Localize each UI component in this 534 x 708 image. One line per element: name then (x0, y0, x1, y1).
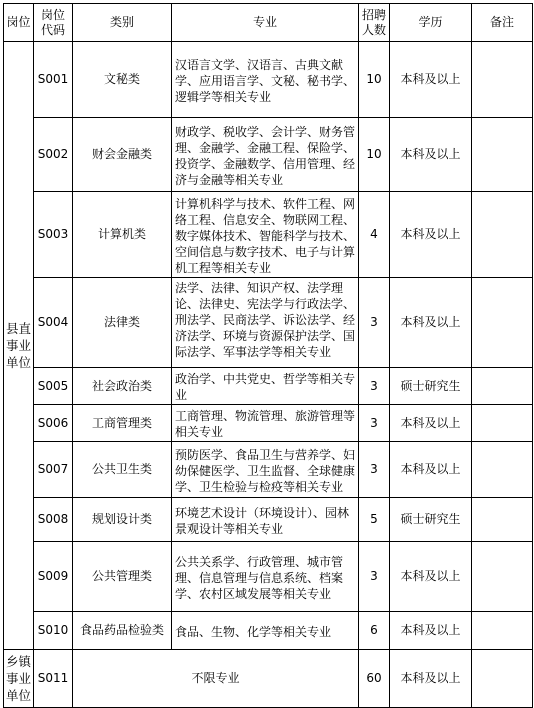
table-row (4, 542, 533, 612)
cell-note (472, 278, 533, 368)
cell-edu: 本科及以上 (390, 278, 472, 368)
cell-count: 6 (359, 612, 390, 650)
table-row (4, 612, 533, 650)
cell-count: 4 (359, 192, 390, 278)
cell-code: S011 (34, 650, 73, 708)
cell-major: 财政学、税收学、会计学、财务管理、金融学、金融工程、保险学、投资学、金融数学、信用管理、经济与金融等相关专业 (172, 118, 359, 192)
cell-note (472, 405, 533, 442)
cell-edu: 硕士研究生 (390, 368, 472, 405)
cell-major: 法学、法律、知识产权、法学理论、法律史、宪法学与行政法学、刑法学、民商法学、诉讼法学、经济法学、环境与资源保护法学、国际法学、军事法学等相关专业 (172, 278, 359, 368)
header-row (4, 4, 533, 42)
cell-major: 不限专业 (73, 650, 359, 708)
cell-major: 食品、生物、化学等相关专业 (172, 612, 359, 650)
cell-category: 社会政治类 (73, 368, 172, 405)
cell-count: 3 (359, 278, 390, 368)
cell-major: 环境艺术设计（环境设计）、园林景观设计等相关专业 (172, 498, 359, 542)
table-row (4, 118, 533, 192)
cell-edu: 本科及以上 (390, 192, 472, 278)
cell-category: 文秘类 (73, 42, 172, 118)
cell-edu: 本科及以上 (390, 405, 472, 442)
cell-count: 60 (359, 650, 390, 708)
cell-category: 公共卫生类 (73, 442, 172, 498)
cell-code: S008 (34, 498, 73, 542)
cell-code: S007 (34, 442, 73, 498)
cell-edu: 硕士研究生 (390, 498, 472, 542)
cell-code: S010 (34, 612, 73, 650)
header-note: 备注 (472, 4, 533, 42)
table-row (4, 278, 533, 368)
header-unit: 岗位 (4, 4, 34, 42)
cell-code: S005 (34, 368, 73, 405)
cell-category: 食品药品检验类 (73, 612, 172, 650)
cell-note (472, 42, 533, 118)
cell-note (472, 498, 533, 542)
cell-category: 公共管理类 (73, 542, 172, 612)
cell-major: 计算机科学与技术、软件工程、网络工程、信息安全、物联网工程、数字媒体技术、智能科学与技术、空间信息与数字技术、电子与计算机工程等相关专业 (172, 192, 359, 278)
cell-count: 10 (359, 118, 390, 192)
cell-count: 10 (359, 42, 390, 118)
header-count: 招聘 人数 (359, 4, 390, 42)
table-row (4, 498, 533, 542)
cell-major: 公共关系学、行政管理、城市管理、信息管理与信息系统、档案学、农村区域发展等相关专业 (172, 542, 359, 612)
cell-count: 3 (359, 368, 390, 405)
cell-edu: 本科及以上 (390, 118, 472, 192)
cell-major: 汉语言文学、汉语言、古典文献学、应用语言学、文秘、秘书学、逻辑学等相关专业 (172, 42, 359, 118)
cell-code: S003 (34, 192, 73, 278)
cell-major: 预防医学、食品卫生与营养学、妇幼保健医学、卫生监督、全球健康学、卫生检验与检疫等相关专业 (172, 442, 359, 498)
cell-code: S009 (34, 542, 73, 612)
cell-count: 3 (359, 542, 390, 612)
table-row (4, 368, 533, 405)
cell-count: 3 (359, 405, 390, 442)
cell-code: S002 (34, 118, 73, 192)
header-category: 类别 (73, 4, 172, 42)
cell-count: 3 (359, 442, 390, 498)
cell-note (472, 650, 533, 708)
table-row (4, 192, 533, 278)
header-major: 专业 (172, 4, 359, 42)
cell-note (472, 542, 533, 612)
header-code: 岗位 代码 (34, 4, 73, 42)
cell-major: 工商管理、物流管理、旅游管理等相关专业 (172, 405, 359, 442)
cell-note (472, 442, 533, 498)
cell-edu: 本科及以上 (390, 650, 472, 708)
cell-edu: 本科及以上 (390, 612, 472, 650)
cell-category: 计算机类 (73, 192, 172, 278)
cell-edu: 本科及以上 (390, 542, 472, 612)
cell-note (472, 192, 533, 278)
cell-count: 5 (359, 498, 390, 542)
cell-code: S001 (34, 42, 73, 118)
unit-town: 乡镇 事业 单位 (4, 650, 34, 708)
cell-major: 政治学、中共党史、哲学等相关专业 (172, 368, 359, 405)
cell-category: 法律类 (73, 278, 172, 368)
cell-edu: 本科及以上 (390, 42, 472, 118)
table-row (4, 650, 533, 708)
cell-note (472, 118, 533, 192)
table-row (4, 405, 533, 442)
cell-note (472, 612, 533, 650)
table-row (4, 42, 533, 118)
cell-category: 规划设计类 (73, 498, 172, 542)
cell-code: S004 (34, 278, 73, 368)
unit-county: 县直 事业 单位 (4, 42, 34, 650)
cell-code: S006 (34, 405, 73, 442)
cell-note (472, 368, 533, 405)
table-row (4, 442, 533, 498)
header-edu: 学历 (390, 4, 472, 42)
recruitment-table (3, 3, 533, 708)
cell-edu: 本科及以上 (390, 442, 472, 498)
cell-category: 工商管理类 (73, 405, 172, 442)
cell-category: 财会金融类 (73, 118, 172, 192)
